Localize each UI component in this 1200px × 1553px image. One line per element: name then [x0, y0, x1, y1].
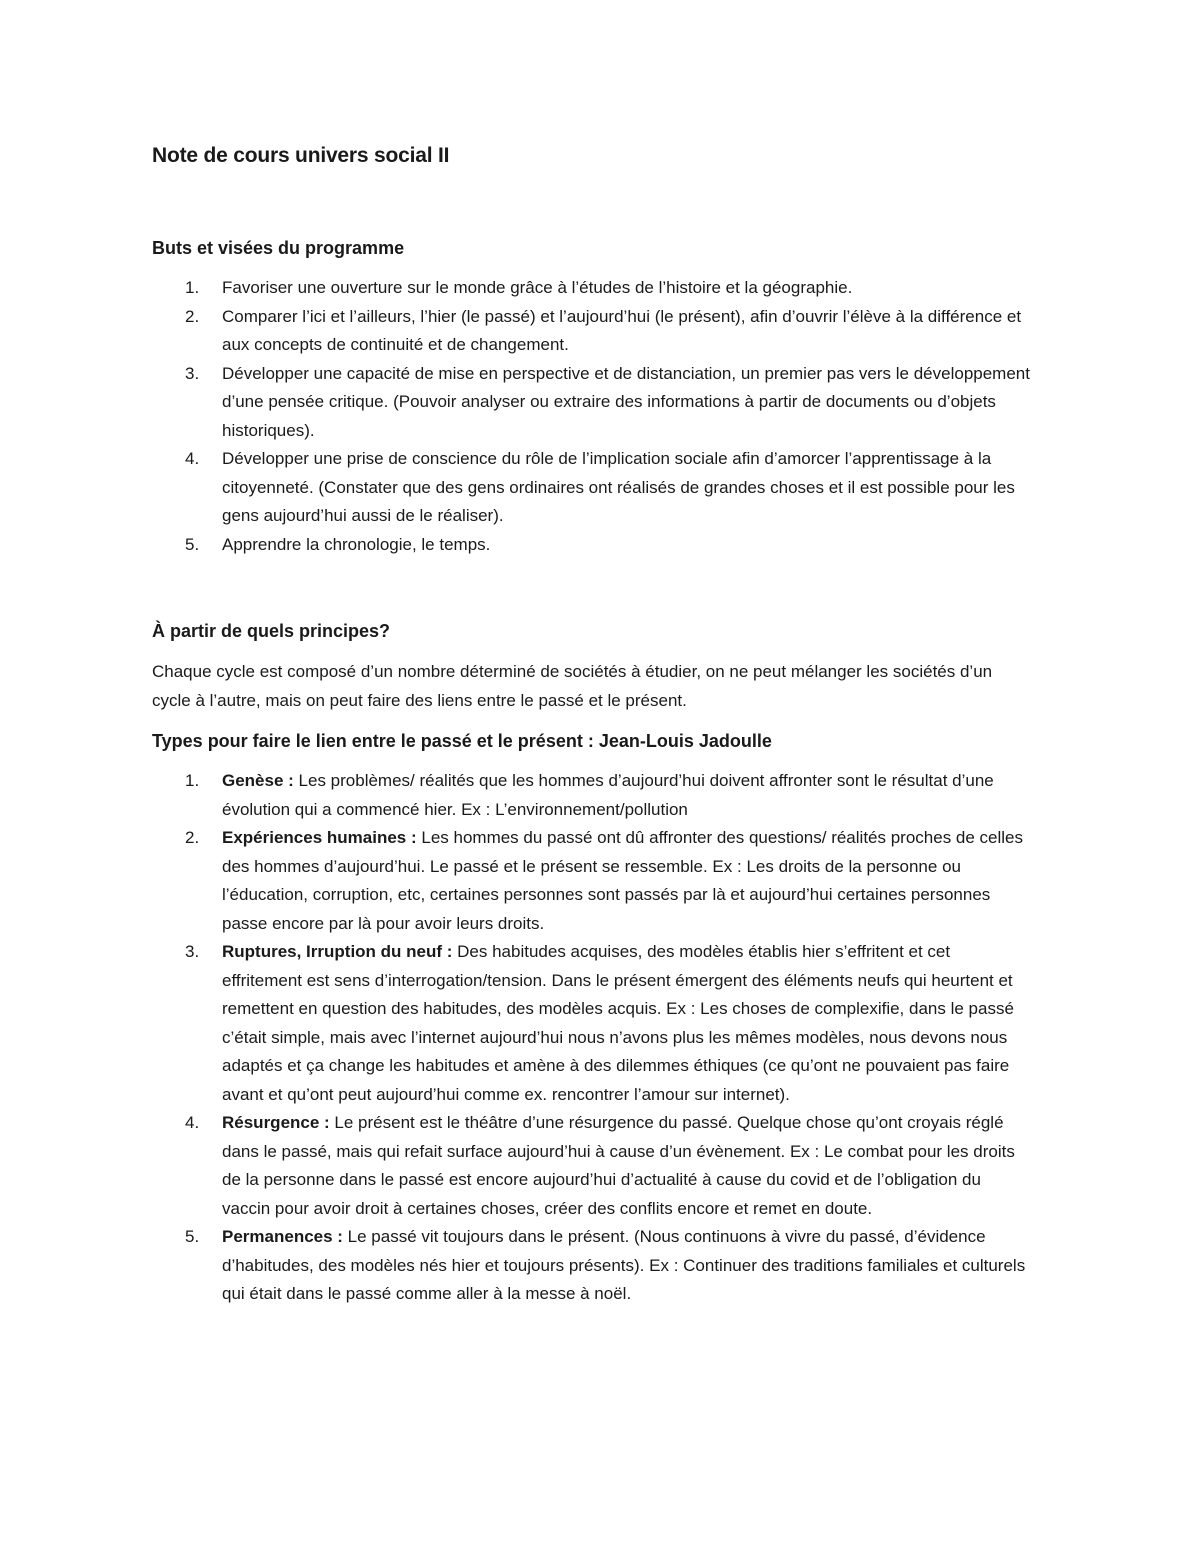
principles-paragraph: Chaque cycle est composé d’un nombre déterminé de sociétés à étudier, on ne peut mélanger les sociétés d’un cycle à l’autre, mais on peut faire des liens entre le passé et le présent.: [152, 662, 993, 710]
type-term: Ruptures, Irruption du neuf :: [222, 942, 453, 961]
list-item: [152, 274, 1032, 303]
list-number: 5.: [185, 1227, 200, 1246]
list-number: 2.: [185, 828, 200, 847]
list-number: 1.: [185, 771, 200, 790]
list-number: 3.: [185, 942, 200, 961]
type-description: Le passé vit toujours dans le présent. (Nous continuons à vivre du passé, d’évidence d’habitudes, des modèles nés hier et toujours présents). Ex : Continuer des traditions familiales et culturels qui était dans le passé comme aller à la messe à noël.: [222, 1227, 1026, 1303]
principles-heading: À partir de quels principes?: [152, 621, 391, 641]
document-body: [152, 140, 1032, 1309]
list-number: 4.: [185, 449, 200, 468]
list-item: [152, 360, 1032, 446]
list-item: [152, 938, 1032, 1109]
type-description: Le présent est le théâtre d’une résurgence du passé. Quelque chose qu’ont croyais réglé dans le passé, mais qui refait surface aujourd’hui à cause d’un évènement. Ex : Le combat pour les droits de la personne dans le passé est encore aujourd’hui d’actualité à cause du covid et de l’obligation du vaccin pour avoir droit à certaines choses, créer des conflits encore et remet en doute.: [222, 1113, 1015, 1218]
list-item-text: Apprendre la chronologie, le temps.: [222, 534, 491, 554]
type-description: Les problèmes/ réalités que les hommes d’aujourd’hui doivent affronter sont le résultat d’une évolution qui a commencé hier. Ex : L’environnement/pollution: [222, 771, 994, 819]
list-item: [152, 445, 1032, 531]
type-term: Permanences :: [222, 1227, 343, 1246]
list-number: 4.: [185, 1113, 200, 1132]
list-item: [152, 1109, 1032, 1223]
goals-list: [152, 274, 1032, 559]
type-description: Les hommes du passé ont dû affronter des questions/ réalités proches de celles des hommes d’aujourd’hui. Le passé et le présent se ressemble. Ex : Les droits de la personne ou l’éducation, corruption, etc, certaines personnes sont passés par là et aujourd’hui certaines personnes passe encore par là pour avoir leurs droits.: [222, 828, 1024, 933]
list-item: [152, 303, 1032, 360]
list-item: [152, 531, 1032, 560]
types-list: [152, 767, 1032, 1309]
list-item: [152, 767, 1032, 824]
list-number: 1.: [185, 278, 200, 297]
types-heading: Types pour faire le lien entre le passé et le présent : Jean-Louis Jadoulle: [152, 731, 772, 751]
list-item-text: Comparer l’ici et l’ailleurs, l’hier (le passé) et l’aujourd’hui (le présent), afin d’ouvrir l’élève à la différence et aux concepts de continuité et de changement.: [222, 306, 1022, 354]
document-title: Note de cours univers social II: [152, 144, 450, 167]
list-item-text: Développer une prise de conscience du rôle de l’implication sociale afin d’amorcer l’apprentissage à la citoyenneté. (Constater que des gens ordinaires ont réalisés de grandes choses et il est possible pour les gens aujourd’hui aussi de le réaliser).: [222, 449, 1015, 525]
list-item: [152, 1223, 1032, 1309]
type-term: Résurgence :: [222, 1113, 330, 1132]
list-number: 2.: [185, 306, 200, 326]
type-term: Expériences humaines :: [222, 828, 417, 847]
list-item-text: Développer une capacité de mise en perspective et de distanciation, un premier pas vers le développement d’une pensée critique. (Pouvoir analyser ou extraire des informations à partir de documents ou d’objets historiques).: [222, 363, 1030, 440]
type-term: Genèse :: [222, 771, 294, 790]
goals-heading: Buts et visées du programme: [152, 238, 405, 258]
list-number: 3.: [185, 363, 200, 383]
type-description: Des habitudes acquises, des modèles établis hier s’effritent et cet effritement est sens d’interrogation/tension. Dans le présent émergent des éléments neufs qui heurtent et remettent en question des habitudes, des modèles acquis. Ex : Les choses de complexifie, dans le passé c’était simple, mais avec l’internet aujourd’hui nous n’avons plus les mêmes modèles, nous devons nous adaptés et ça change les habitudes et amène à des dilemmes éthiques (ce qu’ont ne pouvaient pas faire avant et qu’ont peut aujourd’hui comme ex. rencontrer l’amour sur internet).: [222, 942, 1014, 1104]
list-number: 5.: [185, 534, 200, 554]
list-item: [152, 824, 1032, 938]
list-item-text: Favoriser une ouverture sur le monde grâce à l’études de l’histoire et la géographie.: [222, 278, 853, 297]
